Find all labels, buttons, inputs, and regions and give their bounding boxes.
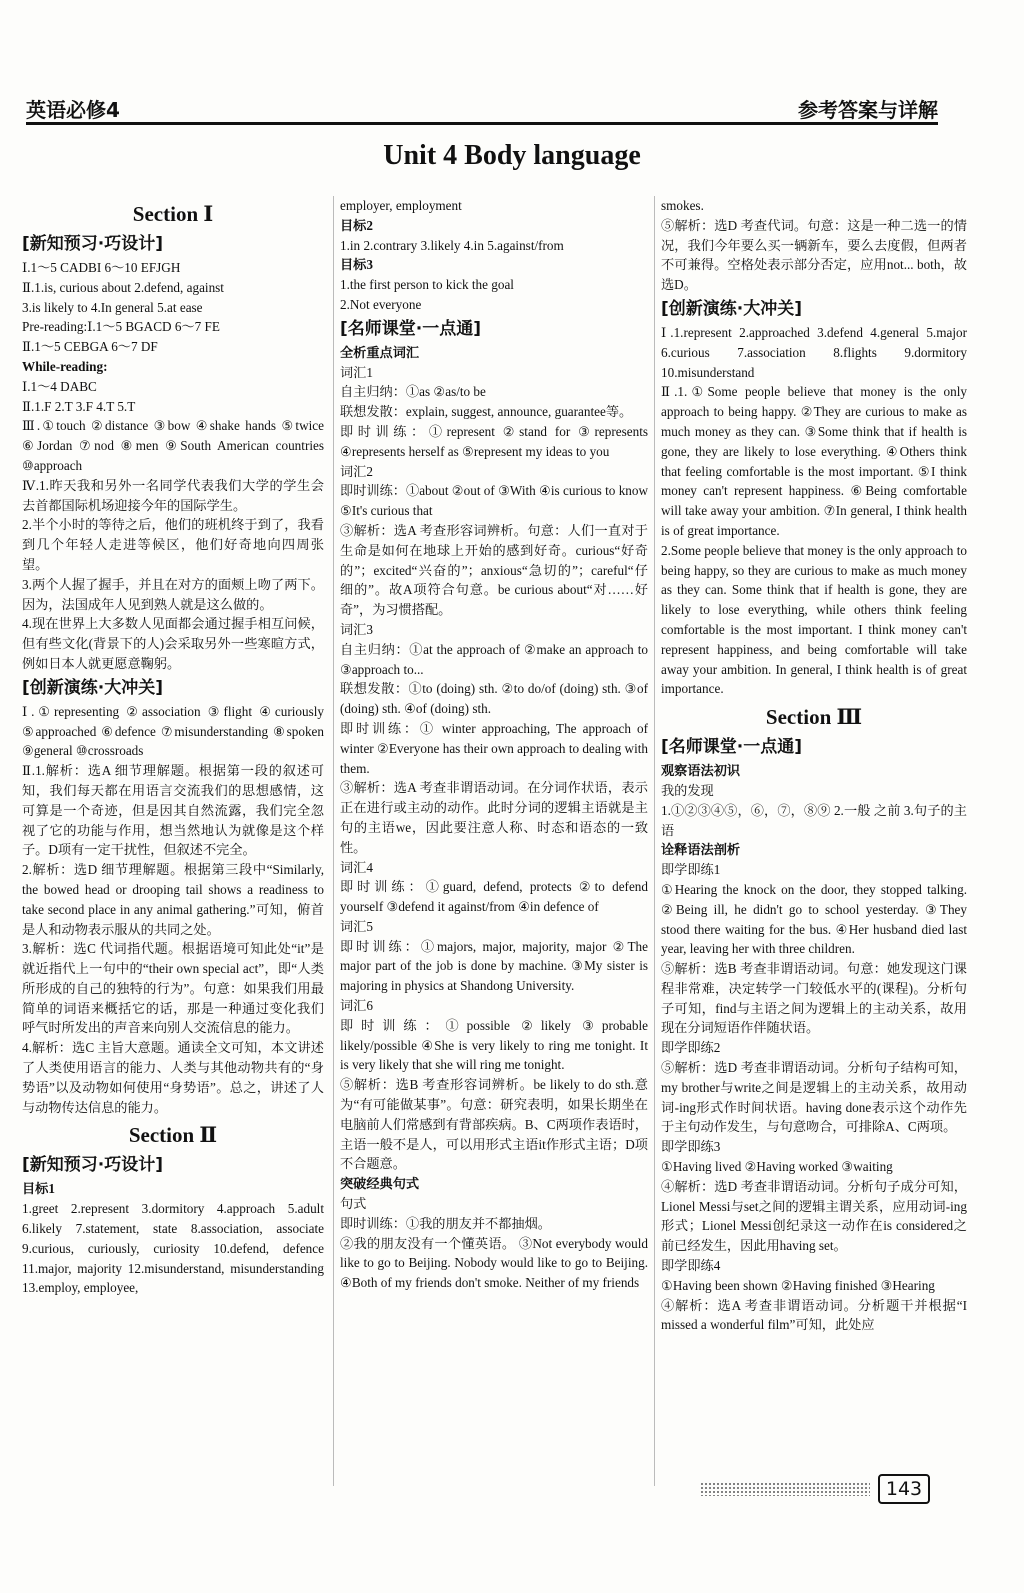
answer-line: Ⅱ.1～5 CEBGA 6～7 DF — [22, 339, 158, 355]
answer-line: 即时训练：①我的朋友并不都抽烟。 — [340, 1215, 551, 1231]
answer-line: Ⅱ.1.F 2.T 3.F 4.T 5.T — [22, 398, 136, 414]
answer-line: Ⅲ.①touch ②distance ③bow ④shake hands ⑤twice ⑥Jordan ⑦nod ⑧men ⑨South American countries ⑩approach — [22, 418, 324, 473]
answer-line: Ⅱ.1.①Some people believe that money is the only approach to being happy. ②They are curious to make as much money as they can. ③Some think that if health is gone, they are likely to lose everything. ④Others think that feeling comfortable is the most important. ⑤I think money can't represent happiness. ⑥Being comfortable will take away your ambition. ⑦In general, I think health is of great importance. — [661, 384, 967, 538]
subheading: 诠释语法剖析 — [661, 842, 741, 858]
answer-line: 词汇3 — [340, 621, 373, 637]
answer-line: employer, employment — [340, 198, 462, 213]
answer-line: Ⅱ.1.is, curious about 2.defend, against — [22, 279, 224, 295]
column-3 — [654, 196, 967, 1486]
answer-line: 2.半个小时的等待之后，他们的班机终于到了，我看到几个年轻人走进等候区，他们好奇地向四周张望。 — [22, 517, 324, 572]
answer-line: 4.现在世界上大多数人见面都会通过握手相互问候，但有些文化(背景下的人)会采取另外一些寒暄方式，例如日本人就更愿意鞠躬。 — [22, 616, 324, 671]
answer-line: 1.①②③④⑤，⑥，⑦，⑧⑨ 2.一般 之前 3.句子的主语 — [661, 802, 967, 838]
answer-line: 词汇5 — [340, 918, 373, 934]
answer-line: 3.解析：选C 代词指代题。根据语境可知此处“it”是就近指代上一句中的“their own special act”，即“人类所形成的自己的独特的行为”。句意：如果我们用最简单的词语来概括它的话，那是一种通过变化我们呼气时所发出的声音来向别人交流信息的能力。 — [22, 941, 324, 1036]
answer-line: 即时训练：①about ②out of ③With ④is curious to know ⑤It's curious that — [340, 483, 648, 519]
answer-line: ⑤解析：选D 考查非谓语动词。分析句子结构可知，my brother与write之间是逻辑上的主动关系，故用动词-ing形式作时间状语。having done表示这个动作先于主句动作发生，与句意吻合，可排除A、C两项。 — [661, 1060, 967, 1135]
answer-line: ①Having lived ②Having worked ③waiting — [661, 1159, 893, 1175]
answer-line: 词汇1 — [340, 364, 373, 380]
answer-line: Ⅰ.1.represent 2.approached 3.defend 4.general 5.major 6.curious 7.association 8.flights 9.dormitory 10.misunderstand — [661, 324, 967, 380]
answer-line: 2.Not everyone — [340, 296, 422, 312]
answer-key-title: 参考答案与详解 — [798, 98, 938, 122]
answer-line: 1.greet 2.represent 3.dormitory 4.approach 5.adult 6.likely 7.statement, state 8.association, associate 9.curious, curiously, curiosity 10.defend, defence 11.major, majority 12.misunderstand, misunderstanding 13.employ, employee, — [22, 1201, 324, 1296]
section-title: Section Ⅰ — [132, 202, 214, 226]
column-2 — [333, 196, 648, 1486]
answer-line: 词汇4 — [340, 859, 373, 875]
block-heading: [新知预习·巧设计] — [22, 1155, 163, 1176]
answer-line: 即时训练：① winter approaching, The approach of winter ②Everyone has their own approach to dealing with them. — [340, 720, 648, 776]
block-heading: [创新演练·大冲关] — [22, 677, 163, 698]
answer-line: Ⅳ.1.昨天我和另外一名同学代表我们大学的学生会去首都国际机场迎接今年的国际学生。 — [22, 477, 324, 513]
answer-line: ⑤解析：选D 考查代词。句意：这是一种二选一的情况，我们今年要么买一辆新车，要么去度假，但两者不可兼得。空格处表示部分否定，应用not... both，故选D。 — [661, 217, 967, 293]
answer-line: ⑤解析：选B 考查形容词辨析。be likely to do sth.意为“有可能做某事”。句意：研究表明，如果长期坐在电脑前人们常感到有背部疾病。B、C两项作表语时，主语一般不是人，可以用形式主语it作形式主语；D项不合题意。 — [340, 1077, 648, 1172]
subheading: 目标3 — [340, 257, 373, 273]
answer-line: 联想发散：①to (doing) sth. ②to do/of (doing) sth. ③of (doing) sth. ④of (doing) sth. — [340, 681, 648, 717]
book-title: 英语必修4 — [26, 98, 120, 122]
column-1 — [22, 196, 324, 1486]
block-heading: [创新演练·大冲关] — [661, 298, 802, 319]
answer-line: ④解析：选A 考查非谓语动词。分析题干并根据“I missed a wonderful film”可知，此处应 — [661, 1297, 967, 1333]
answer-line: 3.两个人握了握手，并且在对方的面颊上吻了两下。因为，法国成年人见到熟人就是这么做的。 — [22, 576, 324, 612]
section-title: Section Ⅱ — [128, 1123, 218, 1148]
answer-line: 1.in 2.contrary 3.likely 4.in 5.against/from — [340, 237, 564, 253]
answer-line: 我的发现 — [661, 782, 714, 798]
answer-line: smokes. — [661, 198, 704, 213]
subheading: 目标1 — [22, 1181, 55, 1197]
answer-line: ②我的朋友没有一个懂英语。 ③Not everybody would like to go to Beijing. Nobody would like to go to Beijing. ④Both of my friends don't smoke. Neither of my friends — [340, 1235, 648, 1291]
answer-line: 自主归纳：①at the approach of ②make an approach to ③approach to... — [340, 641, 648, 677]
answer-line: 即时训练：①possible ②likely ③probable likely/possible ④She is very likely to ring me tonight. It is very likely that she will ring me tonight. — [340, 1017, 648, 1073]
block-heading: [名师课堂·一点通] — [340, 318, 481, 339]
answer-columns — [22, 196, 967, 1486]
answer-line: Ⅰ.1～5 CADBI 6～10 EFJGH — [22, 260, 181, 275]
answer-line: 自主归纳：①as ②as/to be — [340, 384, 486, 400]
answer-line: 即学即练1 — [661, 862, 721, 878]
answer-line: 即时训练：①represent ②stand for ③represents ④represents herself as ⑤represent my ideas to you — [340, 423, 648, 459]
answer-line: 即学即练3 — [661, 1139, 721, 1155]
answer-line: 即时训练：①majors, major, majority, major ②The major part of the job is done by machine. ③My sister is majoring in physics at Shandong University. — [340, 938, 648, 994]
subheading: 突破经典句式 — [340, 1176, 420, 1192]
answer-line: Ⅰ.①representing ②association ③flight ④curiously ⑤approached ⑥defence ⑦misunderstanding ⑧spoken ⑨general ⑩crossroads — [22, 703, 324, 759]
unit-title: Unit 4 Body language — [383, 140, 641, 171]
answer-line: 句式 — [340, 1196, 367, 1212]
answer-line: ③解析：选A 考查非谓语动词。在分词作状语，表示正在进行或主动的动作。此时分词的逻辑主语就是主句的主语we，因此要注意人称、时态和语态的一致性。 — [340, 780, 648, 855]
answer-line: 词汇2 — [340, 463, 373, 479]
answer-line: ⑤解析：选B 考查非谓语动词。句意：她发现这门课程非常难，决定转学一门较低水平的(课程)。分析句子可知，find与主语之间为逻辑上的主动关系，故用现在分词短语作伴随状语。 — [661, 961, 967, 1036]
answer-line: 2.解析：选D 细节理解题。根据第三段中“Similarly, the bowed head or drooping tail shows a readiness to take second place in any animal gathering.”可知，俯首是人和动物表示服从的共同之处。 — [22, 862, 324, 937]
header-rule — [26, 122, 938, 125]
answer-line: Ⅰ.1～4 DABC — [22, 378, 97, 394]
answer-line: ①Hearing the knock on the door, they stopped talking. ②Being ill, he didn't go to school yesterday. ③They stood there waiting for the bus. ④Her husband died last year, leaving her with three children. — [661, 881, 967, 957]
answer-line: Pre-reading:Ⅰ.1～5 BGACD 6～7 FE — [22, 319, 220, 335]
answer-line: ③解析：选A 考查形容词辨析。句意：人们一直对于生命是如何在地球上开始的感到好奇。curious“好奇的”；excited“兴奋的”；anxious“急切的”；careful“仔细的”。故A项符合句意。be curious about“对……好奇”，为习惯搭配。 — [340, 522, 648, 618]
answer-line: 即学即练2 — [661, 1040, 721, 1056]
subheading: 观察语法初识 — [661, 763, 741, 779]
block-heading: [名师课堂·一点通] — [661, 737, 802, 758]
footer-dots — [700, 1482, 870, 1496]
answer-line: 2.Some people believe that money is the only approach to being happy, so they are curious to make as much money as they can. Some think that if health is gone, they are likely to lose everything, while others think feeling comfortable is the most important. I think money can't represent happiness, and being comfortable will take away your ambition. In general, I think health is of great importance. — [661, 542, 967, 697]
answer-line: 即时训练：①guard, defend, protects ②to defend yourself ③defend it against/from ④in defence of — [340, 879, 648, 915]
answer-line: 3.is likely to 4.In general 5.at ease — [22, 299, 203, 315]
block-heading: [新知预习·巧设计] — [22, 234, 163, 254]
answer-line: ①Having been shown ②Having finished ③Hearing — [661, 1277, 935, 1293]
subheading: While-reading: — [22, 358, 108, 374]
answer-line: 联想发散：explain, suggest, announce, guarantee等。 — [340, 404, 633, 420]
answer-line: 词汇6 — [340, 998, 373, 1014]
answer-line: 即学即练4 — [661, 1258, 721, 1274]
page-number: 143 — [878, 1474, 930, 1504]
subheading: 目标2 — [340, 217, 373, 233]
page-header — [26, 92, 938, 126]
subheading: 全析重点词汇 — [340, 344, 420, 360]
answer-line: 4.解析：选C 主旨大意题。通读全文可知，本文讲述了人类使用语言的能力、人类与其他动物共有的“身势语”以及动物如何使用“身势语”。总之，讲述了人与动物传达信息的能力。 — [22, 1040, 324, 1115]
answer-line: Ⅱ.1.解析：选A 细节理解题。根据第一段的叙述可知，我们每天都在用语言交流我们的思想感情，这可算是一个奇迹，但是因其自然流露，我们完全忽视了它的功能与作用，想当然地认为就像是这个样子。D项有一定干扰性，但叙述不完全。 — [22, 763, 324, 858]
section-title: Section Ⅲ — [765, 705, 863, 730]
page-footer — [700, 1474, 938, 1504]
answer-line: 1.the first person to kick the goal — [340, 277, 514, 293]
answer-line: ④解析：选D 考查非谓语动词。分析句子成分可知，Lionel Messi与set之间的逻辑主谓关系，应用动词-ing形式；Lionel Messi创纪录这一动作在is considered之前已经发生，因此用having set。 — [661, 1178, 967, 1254]
